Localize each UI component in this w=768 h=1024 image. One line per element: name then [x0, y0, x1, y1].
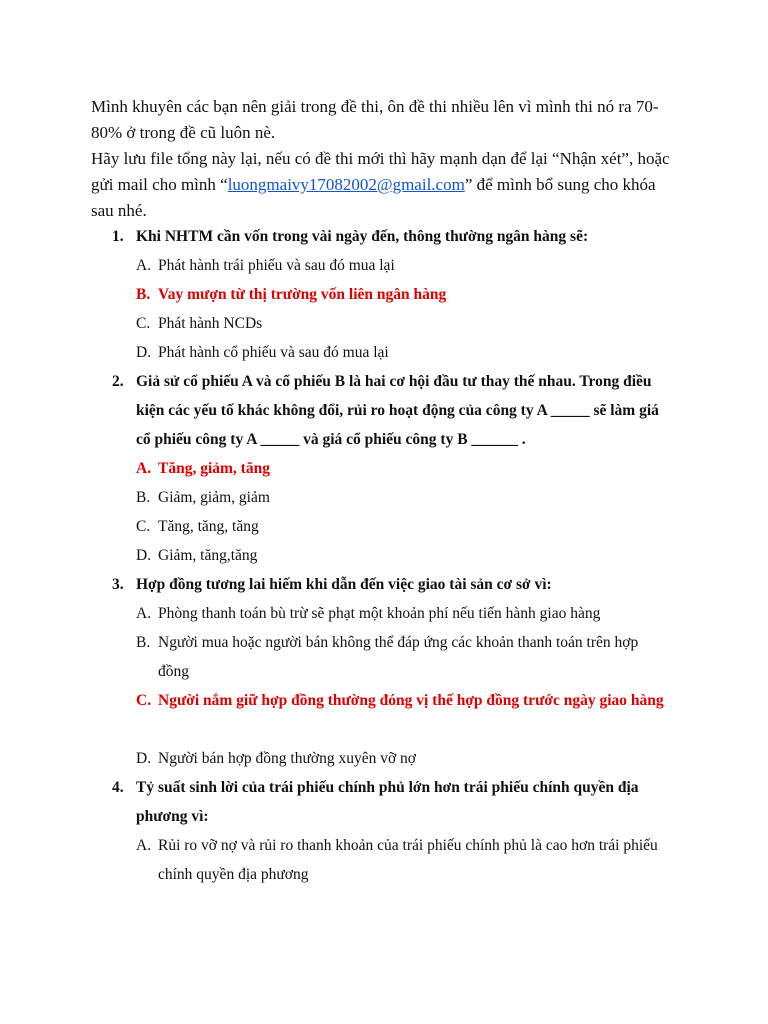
- option-letter: B.: [136, 286, 151, 303]
- question-1-option-a: [136, 251, 673, 280]
- option-text: Phát hành cổ phiếu và sau đó mua lại: [158, 344, 389, 361]
- question-1-option-b-correct: [136, 280, 673, 309]
- option-letter: A.: [136, 257, 152, 274]
- option-letter: C.: [136, 692, 152, 709]
- question-text: Giả sử cổ phiếu A và cổ phiếu B là hai cơ hội đầu tư thay thế nhau. Trong điều kiện các yếu tố khác không đổi, rủi ro hoạt động của công ty A _____ sẽ làm giá cổ phiếu công ty A _____ và giá cổ phiếu công ty B ______ .: [136, 373, 659, 448]
- question-3: [112, 570, 676, 599]
- question-1: [112, 222, 676, 251]
- option-text: Rủi ro vỡ nợ và rủi ro thanh khoản của trái phiếu chính phủ là cao hơn trái phiếu chính quyền địa phương: [158, 837, 658, 883]
- question-number: 2.: [112, 373, 124, 390]
- question-4: [112, 773, 676, 831]
- question-4-option-a: [136, 831, 673, 889]
- question-text: Tỷ suất sinh lời của trái phiếu chính phủ lớn hơn trái phiếu chính quyền địa phương vì:: [136, 779, 639, 825]
- option-letter: D.: [136, 547, 152, 564]
- intro-paragraph-2: [91, 146, 671, 224]
- option-letter: D.: [136, 750, 152, 767]
- option-letter: A.: [136, 837, 152, 854]
- option-letter: C.: [136, 518, 151, 535]
- option-text: Phát hành trái phiếu và sau đó mua lại: [158, 257, 395, 274]
- question-2: [112, 367, 676, 454]
- intro-paragraph-1: Mình khuyên các bạn nên giải trong đề thi, ôn đề thi nhiều lên vì mình thi nó ra 70-80% ở trong đề cũ luôn nè.: [91, 97, 659, 142]
- question-3-option-d: [136, 744, 673, 773]
- intro-text-after-email: ” để mình bổ sung cho khóa sau nhé.: [91, 175, 656, 220]
- option-text: Phát hành NCDs: [158, 315, 263, 332]
- option-text: Phòng thanh toán bù trừ sẽ phạt một khoản phí nếu tiến hành giao hàng: [158, 605, 601, 622]
- question-2-option-a-correct: [136, 454, 673, 483]
- question-number: 1.: [112, 228, 124, 245]
- question-1-option-c: [136, 309, 673, 338]
- question-number: 4.: [112, 779, 124, 796]
- option-text: Tăng, giảm, tăng: [158, 460, 270, 477]
- question-text: Khi NHTM cần vốn trong vài ngày đến, thông thường ngân hàng sẽ:: [136, 228, 589, 245]
- option-text: Vay mượn từ thị trường vốn liên ngân hàng: [158, 286, 447, 303]
- question-2-option-c: [136, 512, 673, 541]
- option-letter: B.: [136, 489, 151, 506]
- option-text: Giảm, giảm, giảm: [158, 489, 270, 506]
- question-2-option-b: [136, 483, 673, 512]
- option-letter: A.: [136, 605, 152, 622]
- email-link[interactable]: luongmaivy17082002@gmail.com: [227, 175, 465, 194]
- question-1-option-d: [136, 338, 673, 367]
- option-letter: D.: [136, 344, 152, 361]
- option-text: Giảm, tăng,tăng: [158, 547, 258, 564]
- option-text: Người mua hoặc người bán không thể đáp ứng các khoản thanh toán trên hợp đồng: [158, 634, 639, 680]
- question-3-option-b: [136, 628, 673, 686]
- option-letter: A.: [136, 460, 152, 477]
- option-letter: C.: [136, 315, 151, 332]
- question-3-option-a: [136, 599, 673, 628]
- question-text: Hợp đồng tương lai hiếm khi dẫn đến việc giao tài sản cơ sở vì:: [136, 576, 552, 593]
- option-letter: B.: [136, 634, 151, 651]
- option-text: Người nắm giữ hợp đồng thường đóng vị thế hợp đồng trước ngày giao hàng: [158, 692, 664, 709]
- intro-text-before-email: Hãy lưu file tổng này lại, nếu có đề thi mới thì hãy mạnh dạn để lại “Nhận xét”, hoặc gửi mail cho mình “: [91, 149, 670, 194]
- question-2-option-d: [136, 541, 673, 570]
- question-number: 3.: [112, 576, 124, 593]
- question-3-option-c-correct: [136, 686, 673, 715]
- option-text: Tăng, tăng, tăng: [158, 518, 259, 535]
- option-text: Người bán hợp đồng thường xuyên vỡ nợ: [158, 750, 416, 767]
